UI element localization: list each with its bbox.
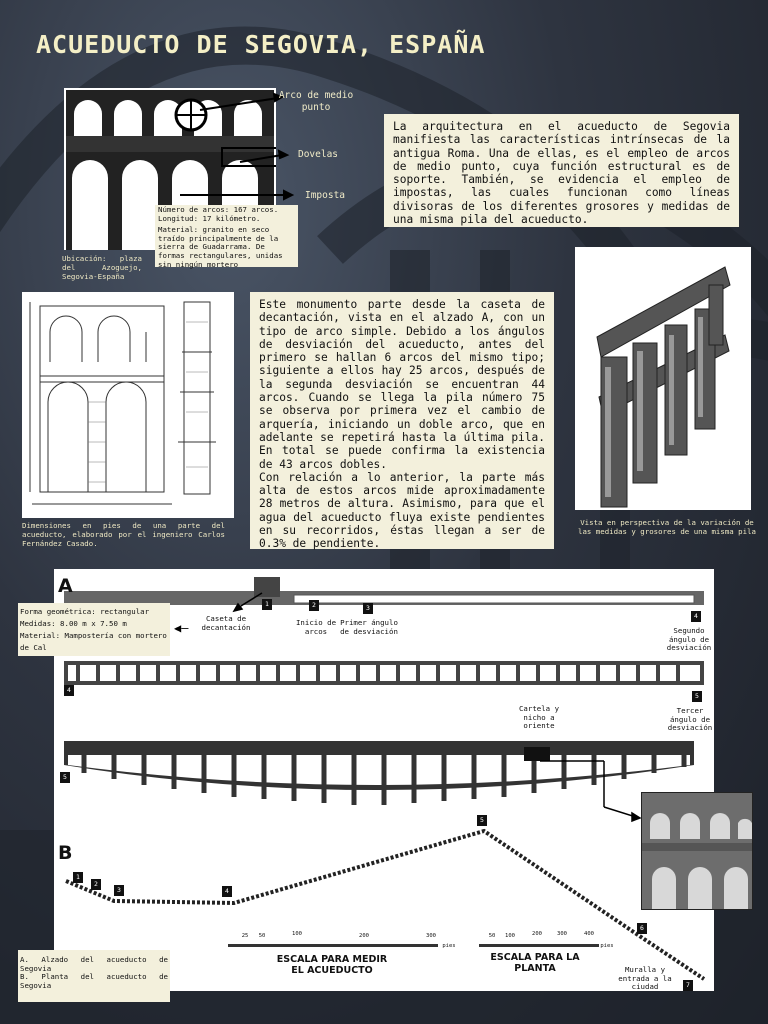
label-tercer: Tercer ángulo de desviación — [667, 706, 713, 732]
label-cartela: Cartela y nicho a oriente — [518, 704, 560, 730]
scale2-tick-1: 100 — [505, 933, 515, 939]
marker-3: 3 — [363, 603, 373, 614]
caseta-info-box: Forma geométrica: rectangular Medidas: 8.00 m x 7.50 m Material: Mampostería con mortero de Cal — [18, 603, 170, 656]
location-caption: Ubicación: plaza del Azoguejo, Segovia-España — [62, 254, 142, 281]
perspective-drawing — [575, 247, 751, 510]
plan-marker-1: 1 — [73, 872, 83, 883]
marker-5: 5 — [692, 691, 702, 702]
scale1-tick-0: 25 — [241, 933, 249, 939]
middle-text-box: Este monumento parte desde la caseta de decantación, vista en el alzado A, con un tipo de arco simple. Debido a los ángulos de desviación del acueducto, antes del primero se hallan 6 arcos del mismo tipo; siguiente a ellos hay 25 arcos, después de la segunda desviación se encuentran 44 arcos. Cuando se llega la pila número 75 se observa por primera vez el cambio de arquería, iniciando un doble arco, que en adelante se repetirá hasta la última pila. En total se puede confirma la existencia de 43 arcos dobles. Con relación a lo anterior, la parte más alta de estos arcos mide aproximadamente 28 metros de altura. Asimismo, para que el agua del acueducto fluya existe pendientes en su recorridos, éstas llegan a ser de 0.3% de pendiente. — [250, 292, 554, 549]
label-caseta: Caseta de decantación — [201, 614, 251, 632]
plan-marker-3: 3 — [114, 885, 124, 896]
label-arco: Arco de medio punto — [278, 90, 354, 113]
label-primer: Primer ángulo de desviación — [340, 618, 398, 636]
elevation-caption: Dimensiones en pies de una parte del acueducto, elaborado por el ingeniero Carlos Fernández Casado. — [22, 521, 225, 548]
letter-b: B — [58, 842, 73, 864]
marker-5b: 5 — [60, 772, 70, 783]
plan-marker-7: 7 — [683, 980, 693, 991]
double-arch-photo — [641, 792, 753, 910]
perspective-caption: Vista en perspectiva de la variación de las medidas y grosores de una misma pila — [578, 518, 756, 536]
label-imposta: Imposta — [304, 190, 346, 201]
scale2-unit: pies — [600, 943, 614, 949]
marker-4: 4 — [691, 611, 701, 622]
intro-text-box: La arquitectura en el acueducto de Segovia manifiesta las características intrínsecas de la antigua Roma. Una de ellas, es el empleo de arcos de medio punto, cuya función estructural es de soporte. También, se evidencia el empleo de impostas, las cuales funcionan como líneas divisoras de los diferentes grosores y medidas de una misma pila del acueducto. — [384, 114, 739, 227]
letter-a: A — [58, 575, 73, 597]
label-muralla: Muralla y entrada a la ciudad — [618, 965, 672, 991]
scale2-tick-0: 50 — [488, 933, 496, 939]
marker-2: 2 — [309, 600, 319, 611]
double-arch-svg — [642, 793, 752, 909]
label-inicio: Inicio de arcos — [295, 618, 337, 636]
label-segundo: Segundo ángulo de desviación — [666, 626, 712, 652]
material-text: Material: granito en seco traído principalmente de la sierra de Guadarrama. De formas rectangulares, unidas sin ningún mortero — [158, 225, 283, 269]
elevation-drawing — [22, 292, 234, 518]
scale1-title: ESCALA PARA MEDIR EL ACUEDUCTO — [276, 954, 388, 976]
scale2-tick-4: 400 — [584, 931, 594, 937]
plan-marker-2: 2 — [91, 879, 101, 890]
scale1-tick-2: 100 — [292, 931, 302, 937]
plan-marker-4: 4 — [222, 886, 232, 897]
marker-1: 1 — [262, 599, 272, 610]
plan-marker-5: 5 — [477, 815, 487, 826]
arrow-left-icon: ◀— — [174, 621, 189, 635]
scale2-tick-3: 300 — [557, 931, 567, 937]
scale2-tick-2: 200 — [532, 931, 542, 937]
label-dovelas: Dovelas — [297, 149, 339, 160]
scale1-tick-3: 200 — [359, 933, 369, 939]
elevation-svg — [22, 292, 234, 518]
marker-4b: 4 — [64, 685, 74, 696]
scale2-title: ESCALA PARA LA PLANTA — [490, 952, 580, 974]
stats-text: Número de arcos: 167 arcos. Longitud: 17 kilómetro. — [158, 205, 279, 223]
legend-box: A. Alzado del acueducto de Segovia B. Planta del acueducto de Segovia — [18, 950, 170, 1002]
scale1-unit: pies — [442, 943, 456, 949]
scale1-tick-1: 50 — [258, 933, 266, 939]
page-title: ACUEDUCTO DE SEGOVIA, ESPAÑA — [36, 30, 486, 59]
stats-box — [155, 205, 298, 267]
scale1-tick-4: 300 — [426, 933, 436, 939]
perspective-svg — [575, 247, 751, 510]
plan-marker-6: 6 — [637, 923, 647, 934]
